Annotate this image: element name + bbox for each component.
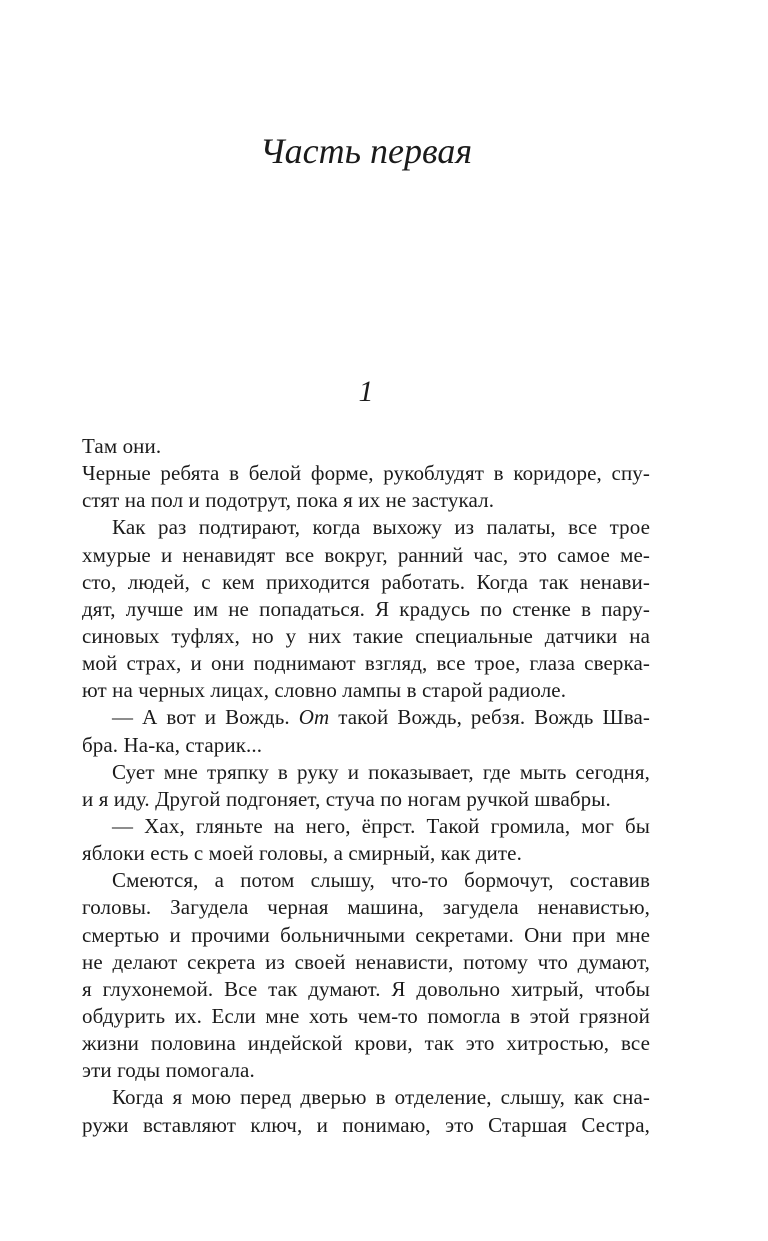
text-line: синовых туфлях, но у них такие специальные датчики на	[82, 623, 650, 648]
text-line: дят, лучше им не попадаться. Я крадусь по стенке в пару-	[82, 596, 650, 621]
text-line: ружи вставляют ключ, и понимаю, это Старшая Сестра,	[82, 1112, 650, 1137]
text-line: эти годы помогала.	[82, 1058, 255, 1083]
text-line: Смеются, а потом слышу, что-то бормочут, составив	[112, 868, 650, 893]
text-line: яблоки есть с моей головы, а смирный, как дите.	[82, 841, 522, 866]
text-line: смертью и прочими больничными секретами. Они при мне	[82, 922, 650, 947]
text-line: Сует мне тряпку в руку и показывает, где мыть сегодня,	[112, 759, 650, 784]
text-line: — А вот и Вождь. От такой Вождь, ребзя. Вождь Шва-	[112, 705, 650, 730]
text-line: обдурить их. Если мне хоть чем-то помогла в этой грязной	[82, 1003, 650, 1028]
text-line: я глухонемой. Все так думают. Я довольно хитрый, чтобы	[82, 976, 650, 1001]
part-title: Часть первая	[259, 131, 473, 171]
text-line: бра. На-ка, старик...	[82, 732, 263, 757]
text-line: — Хах, гляньте на него, ёпрст. Такой громила, мог бы	[112, 813, 650, 838]
text-line: Черные ребята в белой форме, рукоблудят в коридоре, спу-	[82, 461, 650, 486]
text-line: стят на пол и подотрут, пока я их не застукал.	[82, 488, 495, 513]
text-line: сто, людей, с кем приходится работать. Когда так ненави-	[82, 569, 650, 594]
text-line: хмурые и ненавидят все вокруг, ранний час, это самое ме-	[82, 542, 650, 567]
text-line: Когда я мою перед дверью в отделение, слышу, как сна-	[112, 1085, 650, 1110]
text-line: жизни половина индейской крови, так это хитростью, все	[82, 1031, 650, 1056]
text-line: Как раз подтирают, когда выхожу из палаты, все трое	[112, 515, 650, 540]
text-block	[82, 433, 650, 1139]
italic-text: От	[298, 705, 330, 730]
text-line: не делают секрета из своей ненависти, потому что думают,	[82, 949, 650, 974]
chapter-number: 1	[358, 375, 374, 408]
text-line: и я иду. Другой подгоняет, стуча по ногам ручкой швабры.	[82, 786, 611, 811]
text-line: мой страх, и они поднимают взгляд, все трое, глаза сверка-	[82, 651, 650, 676]
text-line: головы. Загудела черная машина, загудела ненавистью,	[82, 895, 650, 920]
text-line: Там они.	[82, 434, 162, 458]
text-line: ют на черных лицах, словно лампы в старой радиоле.	[82, 678, 567, 703]
